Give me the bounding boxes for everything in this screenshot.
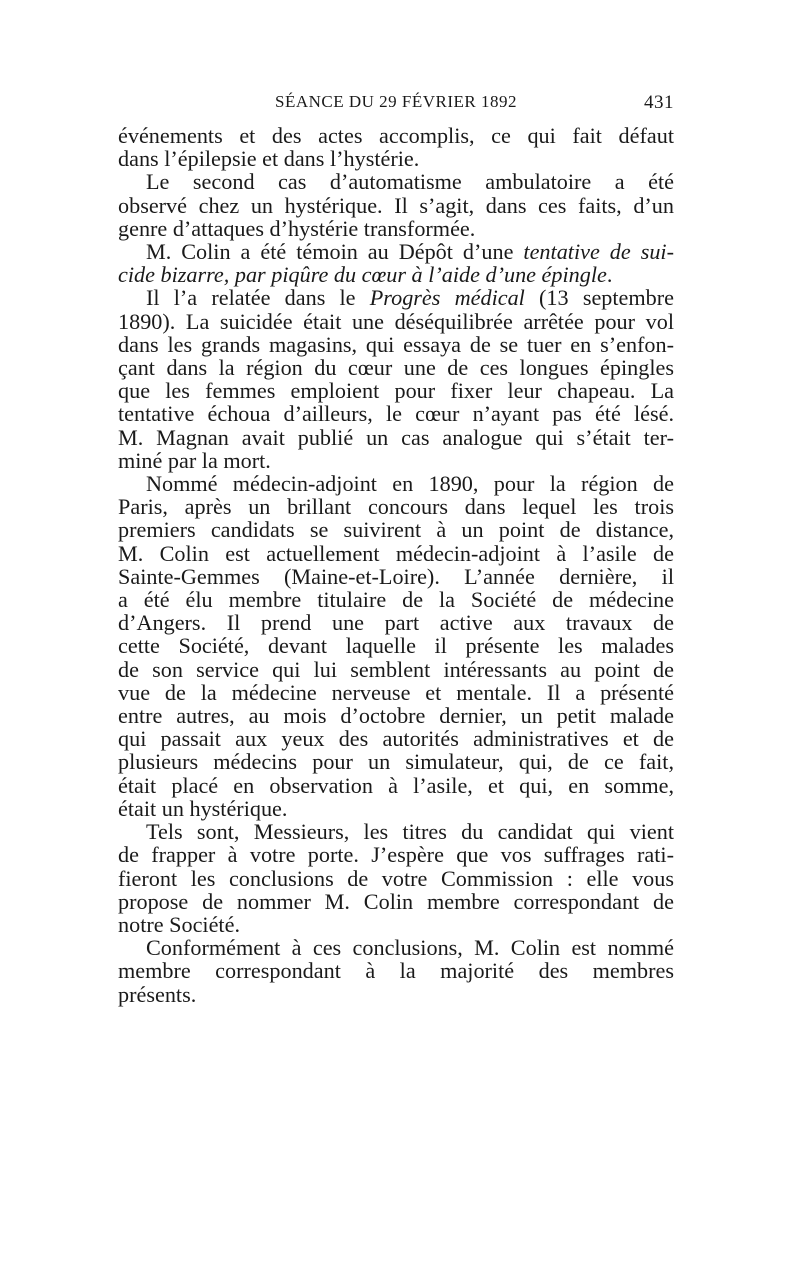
text-line: Conformément à ces conclusions, M. Colin est nommé xyxy=(146,935,674,961)
text-line: propose de nommer M. Colin membre correspondant de xyxy=(118,888,674,914)
text-line: était un hystérique. xyxy=(118,795,288,821)
text-line: Nommé médecin-adjoint en 1890, pour la région de xyxy=(146,471,674,497)
text-line: Le second cas d’automatisme ambulatoire a été xyxy=(146,169,674,195)
text-line: plusieurs médecins pour un simulateur, qui, de ce fait, xyxy=(118,749,674,775)
text-line: était placé en observation à l’asile, et qui, en somme, xyxy=(118,772,674,798)
text-line: dans l’épilepsie et dans l’hystérie. xyxy=(118,146,420,172)
italic-run: cide bizarre, par piqûre du cœur à l’aide d’une épingle xyxy=(118,262,607,288)
text-line: d’Angers. Il prend une part active aux travaux de xyxy=(118,610,674,636)
text-line: qui passait aux yeux des autorités administratives et de xyxy=(118,726,674,752)
text-line: de frapper à votre porte. J’espère que vos suffrages rati- xyxy=(118,842,674,868)
text-line: de son service qui lui semblent intéressants au point de xyxy=(118,656,674,682)
text-line: membre correspondant à la majorité des membres xyxy=(118,958,674,984)
italic-run: Progrès médical xyxy=(369,285,525,311)
text-line: a été élu membre titulaire de la Société de médecine xyxy=(118,587,674,613)
text-line: M. Magnan avait publié un cas analogue qui s’était ter- xyxy=(118,424,674,450)
text-line: présents. xyxy=(118,981,197,1007)
text-line: tentative échoua d’ailleurs, le cœur n’ayant pas été lésé. xyxy=(118,401,674,427)
text-line: Paris, après un brillant concours dans lequel les trois xyxy=(118,494,674,520)
text-line: vue de la médecine nerveuse et mentale. Il a présenté xyxy=(118,679,674,705)
text-line: Sainte-Gemmes (Maine-et-Loire). L’année dernière, il xyxy=(118,563,674,589)
text-line: M. Colin est actuellement médecin-adjoint à l’asile de xyxy=(118,540,674,566)
text-line: événements et des actes accomplis, ce qui fait défaut xyxy=(118,123,674,148)
text-line-italic-title: Il l’a relatée dans le Progrès médical (13 septembre xyxy=(146,285,674,311)
text-line: notre Société. xyxy=(118,911,240,937)
text-line: observé chez un hystérique. Il s’agit, dans ces faits, d’un xyxy=(118,192,674,218)
text-line: dans les grands magasins, qui essaya de se tuer en s’enfon- xyxy=(118,331,674,357)
text-line: genre d’attaques d’hystérie transformée. xyxy=(118,215,476,241)
text-line-italic-tail: M. Colin a été témoin au Dépôt d’une tentative de sui- xyxy=(146,239,674,265)
italic-run: tentative de sui- xyxy=(523,239,674,265)
text-line: cette Société, devant laquelle il présente les malades xyxy=(118,633,674,659)
running-title: SÉANCE DU 29 FÉVRIER 1892 xyxy=(274,92,517,111)
text-line: fieront les conclusions de votre Commission : elle vous xyxy=(118,865,674,891)
text-line-italic: cide bizarre, par piqûre du cœur à l’aide d’une épingle. xyxy=(118,262,613,288)
book-page xyxy=(118,92,674,1006)
text-line: entre autres, au mois d’octobre dernier, un petit malade xyxy=(118,703,674,729)
body-text xyxy=(118,124,674,1006)
page-number: 431 xyxy=(644,92,674,113)
text-line: 1890). La suicidée était une déséquilibrée arrêtée pour vol xyxy=(118,308,674,334)
text-line: Tels sont, Messieurs, les titres du candidat qui vient xyxy=(146,819,674,845)
text-line: que les femmes emploient pour fixer leur chapeau. La xyxy=(118,378,674,404)
text-line: miné par la mort. xyxy=(118,447,271,473)
text-line: premiers candidats se suivirent à un point de distance, xyxy=(118,517,674,543)
text-line: çant dans la région du cœur une de ces longues épingles xyxy=(118,355,674,381)
running-head xyxy=(118,92,674,122)
